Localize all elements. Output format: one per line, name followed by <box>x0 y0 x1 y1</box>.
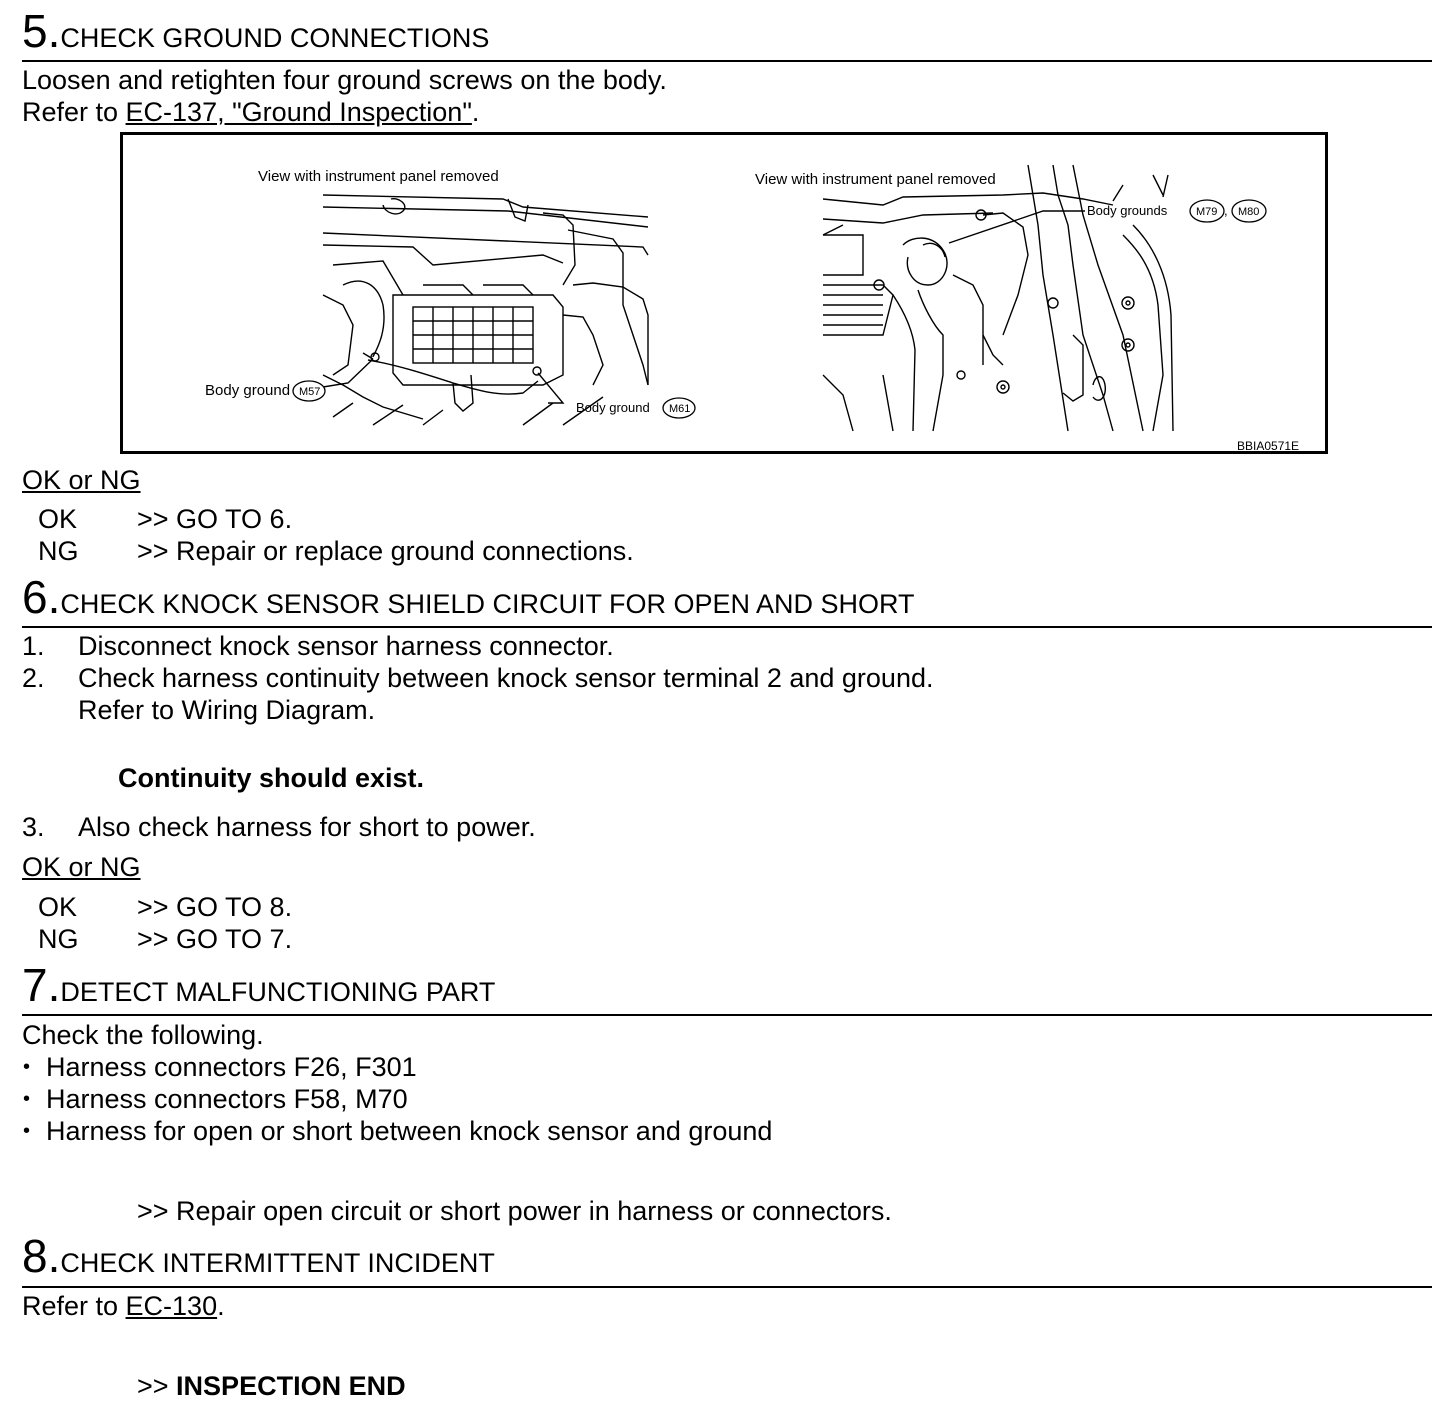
step-number: 6. <box>22 571 61 623</box>
end-prefix: >> <box>137 1371 177 1401</box>
body-ground-label-a: Body ground <box>205 382 291 399</box>
step-title: DETECT MALFUNCTIONING PART <box>60 977 496 1007</box>
body-ground-label-b: Body ground <box>576 400 650 415</box>
ok-action: >> GO TO 6. <box>137 504 293 534</box>
step-number: 5. <box>22 5 61 57</box>
bullet-item: Harness for open or short between knock sensor and ground <box>46 1116 773 1146</box>
divider <box>22 1286 1432 1288</box>
list-number: 3. <box>22 812 45 842</box>
badge-m61-text: M61 <box>669 403 691 415</box>
inspection-end <box>137 1370 406 1402</box>
left-view-caption: View with instrument panel removed <box>258 168 499 185</box>
step-8-heading <box>22 1230 495 1282</box>
bullet-icon: • <box>23 1120 31 1142</box>
step-title: CHECK KNOCK SENSOR SHIELD CIRCUIT FOR OPEN AND SHORT <box>60 589 915 619</box>
list-item: Disconnect knock sensor harness connector. <box>78 631 614 661</box>
list-number: 1. <box>22 631 45 661</box>
ok-label: OK <box>38 504 78 534</box>
step-title: CHECK GROUND CONNECTIONS <box>60 23 490 53</box>
step-title: CHECK INTERMITTENT INCIDENT <box>60 1248 495 1278</box>
divider <box>22 60 1432 62</box>
ng-action: >> Repair or replace ground connections. <box>137 536 634 566</box>
ok-or-ng-heading: OK or NG <box>22 465 141 495</box>
ng-label: NG <box>38 536 79 566</box>
step-8-reference <box>22 1290 225 1322</box>
right-view-caption: View with instrument panel removed <box>755 171 996 188</box>
step-5-reference <box>22 96 479 128</box>
bullet-icon: • <box>23 1088 31 1110</box>
list-number: 2. <box>22 663 45 693</box>
ok-or-ng-heading: OK or NG <box>22 852 141 882</box>
step-5-instruction: Loosen and retighten four ground screws on the body. <box>22 65 667 95</box>
ng-action: >> GO TO 7. <box>137 924 293 954</box>
reference-link-ec-130[interactable]: EC-130 <box>125 1291 218 1321</box>
ok-label: OK <box>38 892 78 922</box>
step-5-heading <box>22 5 490 57</box>
bullet-item: Harness connectors F58, M70 <box>46 1084 408 1114</box>
ground-location-illustration <box>123 135 1325 451</box>
divider <box>22 1014 1432 1016</box>
repair-action: >> Repair open circuit or short power in harness or connectors. <box>137 1196 892 1226</box>
list-item: Check harness continuity between knock sensor terminal 2 and ground. <box>78 663 934 693</box>
badge-m79-text: M79 <box>1196 206 1218 218</box>
continuity-note: Continuity should exist. <box>118 763 425 793</box>
badge-m80-text: M80 <box>1238 206 1260 218</box>
divider <box>22 626 1432 628</box>
refer-prefix: Refer to <box>22 97 126 127</box>
refer-suffix: . <box>471 97 480 127</box>
badge-m57-text: M57 <box>299 386 321 398</box>
svg-text:,: , <box>1224 203 1228 218</box>
bullet-item: Harness connectors F26, F301 <box>46 1052 417 1082</box>
step-6-heading <box>22 571 915 623</box>
bullet-icon: • <box>23 1056 31 1078</box>
ok-action: >> GO TO 8. <box>137 892 293 922</box>
step-number: 7. <box>22 959 61 1011</box>
step-number: 8. <box>22 1230 61 1282</box>
step-7-heading <box>22 959 496 1011</box>
figure-code: BBIA0571E <box>1237 439 1300 451</box>
refer-suffix: . <box>217 1291 225 1321</box>
check-intro: Check the following. <box>22 1020 264 1050</box>
ground-location-figure <box>120 132 1328 454</box>
list-item-sub: Refer to Wiring Diagram. <box>78 695 376 725</box>
end-text: INSPECTION END <box>176 1371 406 1401</box>
list-item: Also check harness for short to power. <box>78 812 536 842</box>
refer-prefix: Refer to <box>22 1291 126 1321</box>
ng-label: NG <box>38 924 79 954</box>
body-grounds-label: Body grounds <box>1087 203 1168 218</box>
reference-link-ec-137[interactable]: EC-137, "Ground Inspection" <box>125 97 472 127</box>
